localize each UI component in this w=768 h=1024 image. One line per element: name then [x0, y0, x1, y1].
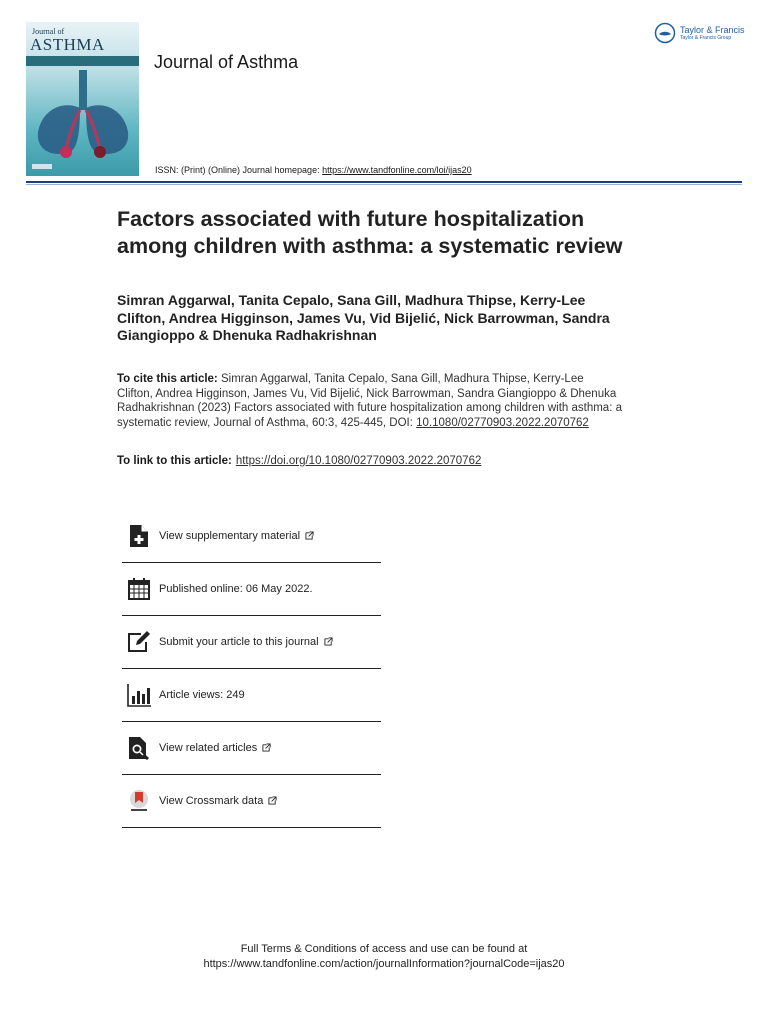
journal-homepage-link[interactable]: https://www.tandfonline.com/loi/ijas20	[322, 165, 472, 175]
published-online-item	[122, 563, 381, 616]
external-link-icon	[262, 743, 271, 752]
submit-article-label: Submit your article to this journal	[159, 636, 333, 648]
crossmark-icon	[127, 789, 151, 813]
publisher-logo	[654, 22, 745, 44]
lungs-illustration	[32, 70, 134, 162]
taylor-francis-logo-icon	[654, 22, 676, 44]
external-link-icon	[324, 637, 333, 646]
external-link-icon	[305, 531, 314, 540]
issn-line	[155, 165, 472, 175]
terms-line1: Full Terms & Conditions of access and use can be found at	[240, 943, 528, 955]
external-link-icon	[268, 796, 277, 805]
related-articles-label: View related articles	[159, 742, 271, 754]
terms-url[interactable]: https://www.tandfonline.com/action/journalInformation?journalCode=ijas20	[203, 958, 565, 970]
journal-cover-image	[26, 22, 139, 176]
article-views-label: Article views: 249	[159, 689, 245, 701]
cover-journal-small: Journal of	[32, 27, 65, 36]
article-links-list	[122, 510, 381, 828]
cover-publisher-mark	[32, 164, 52, 169]
supplementary-label: View supplementary material	[159, 530, 314, 542]
article-link-line	[117, 455, 481, 467]
cover-band	[26, 56, 139, 66]
search-document-icon	[127, 736, 151, 760]
terms-footer	[0, 942, 768, 972]
article-title	[117, 206, 677, 260]
bar-chart-icon	[127, 683, 151, 707]
calendar-icon	[127, 577, 151, 601]
supplementary-material-link[interactable]	[122, 510, 381, 563]
article-title-line2: among children with asthma: a systematic review	[117, 234, 623, 258]
header-rule	[26, 181, 742, 183]
crossmark-link[interactable]	[122, 775, 381, 828]
publisher-name: Taylor & Francis	[680, 25, 745, 35]
cite-doi-link[interactable]: 10.1080/02770903.2022.2070762	[416, 416, 589, 429]
article-views-item	[122, 669, 381, 722]
cite-text: Simran Aggarwal, Tanita Cepalo, Sana Gill, Madhura Thipse, Kerry-Lee Clifton, Andrea Higginson, James Vu, Vid Bijelić, Nick Barrowman, Sandra Giangioppo & Dhenuka Radhakrishnan (2023) Factors associated with future hospitalization among children with asthma: a systematic review, Journal of Asthma, 60:3, 425-445, DOI:	[117, 373, 622, 429]
edit-icon	[127, 630, 151, 654]
cite-label: To cite this article:	[117, 373, 218, 385]
publisher-subname: Taylor & Francis Group	[680, 35, 732, 41]
cover-title: ASTHMA	[30, 35, 105, 54]
link-label: To link to this article:	[117, 455, 232, 467]
issn-text: ISSN: (Print) (Online) Journal homepage:	[155, 165, 323, 175]
submit-article-link[interactable]	[122, 616, 381, 669]
journal-name: Journal of Asthma	[154, 52, 299, 72]
published-online-label: Published online: 06 May 2022.	[159, 583, 313, 595]
document-plus-icon	[127, 524, 151, 548]
related-articles-link[interactable]	[122, 722, 381, 775]
article-authors: Simran Aggarwal, Tanita Cepalo, Sana Gill, Madhura Thipse, Kerry-Lee Clifton, Andrea Higginson, James Vu, Vid Bijelić, Nick Barrowman, Sandra Giangioppo & Dhenuka Radhakrishnan	[117, 292, 610, 343]
article-title-line1: Factors associated with future hospitalization	[117, 207, 585, 231]
article-doi-link[interactable]: https://doi.org/10.1080/02770903.2022.2070762	[235, 455, 482, 467]
crossmark-label: View Crossmark data	[159, 795, 277, 807]
citation-block	[117, 372, 622, 430]
header-rule-thin	[26, 184, 742, 185]
